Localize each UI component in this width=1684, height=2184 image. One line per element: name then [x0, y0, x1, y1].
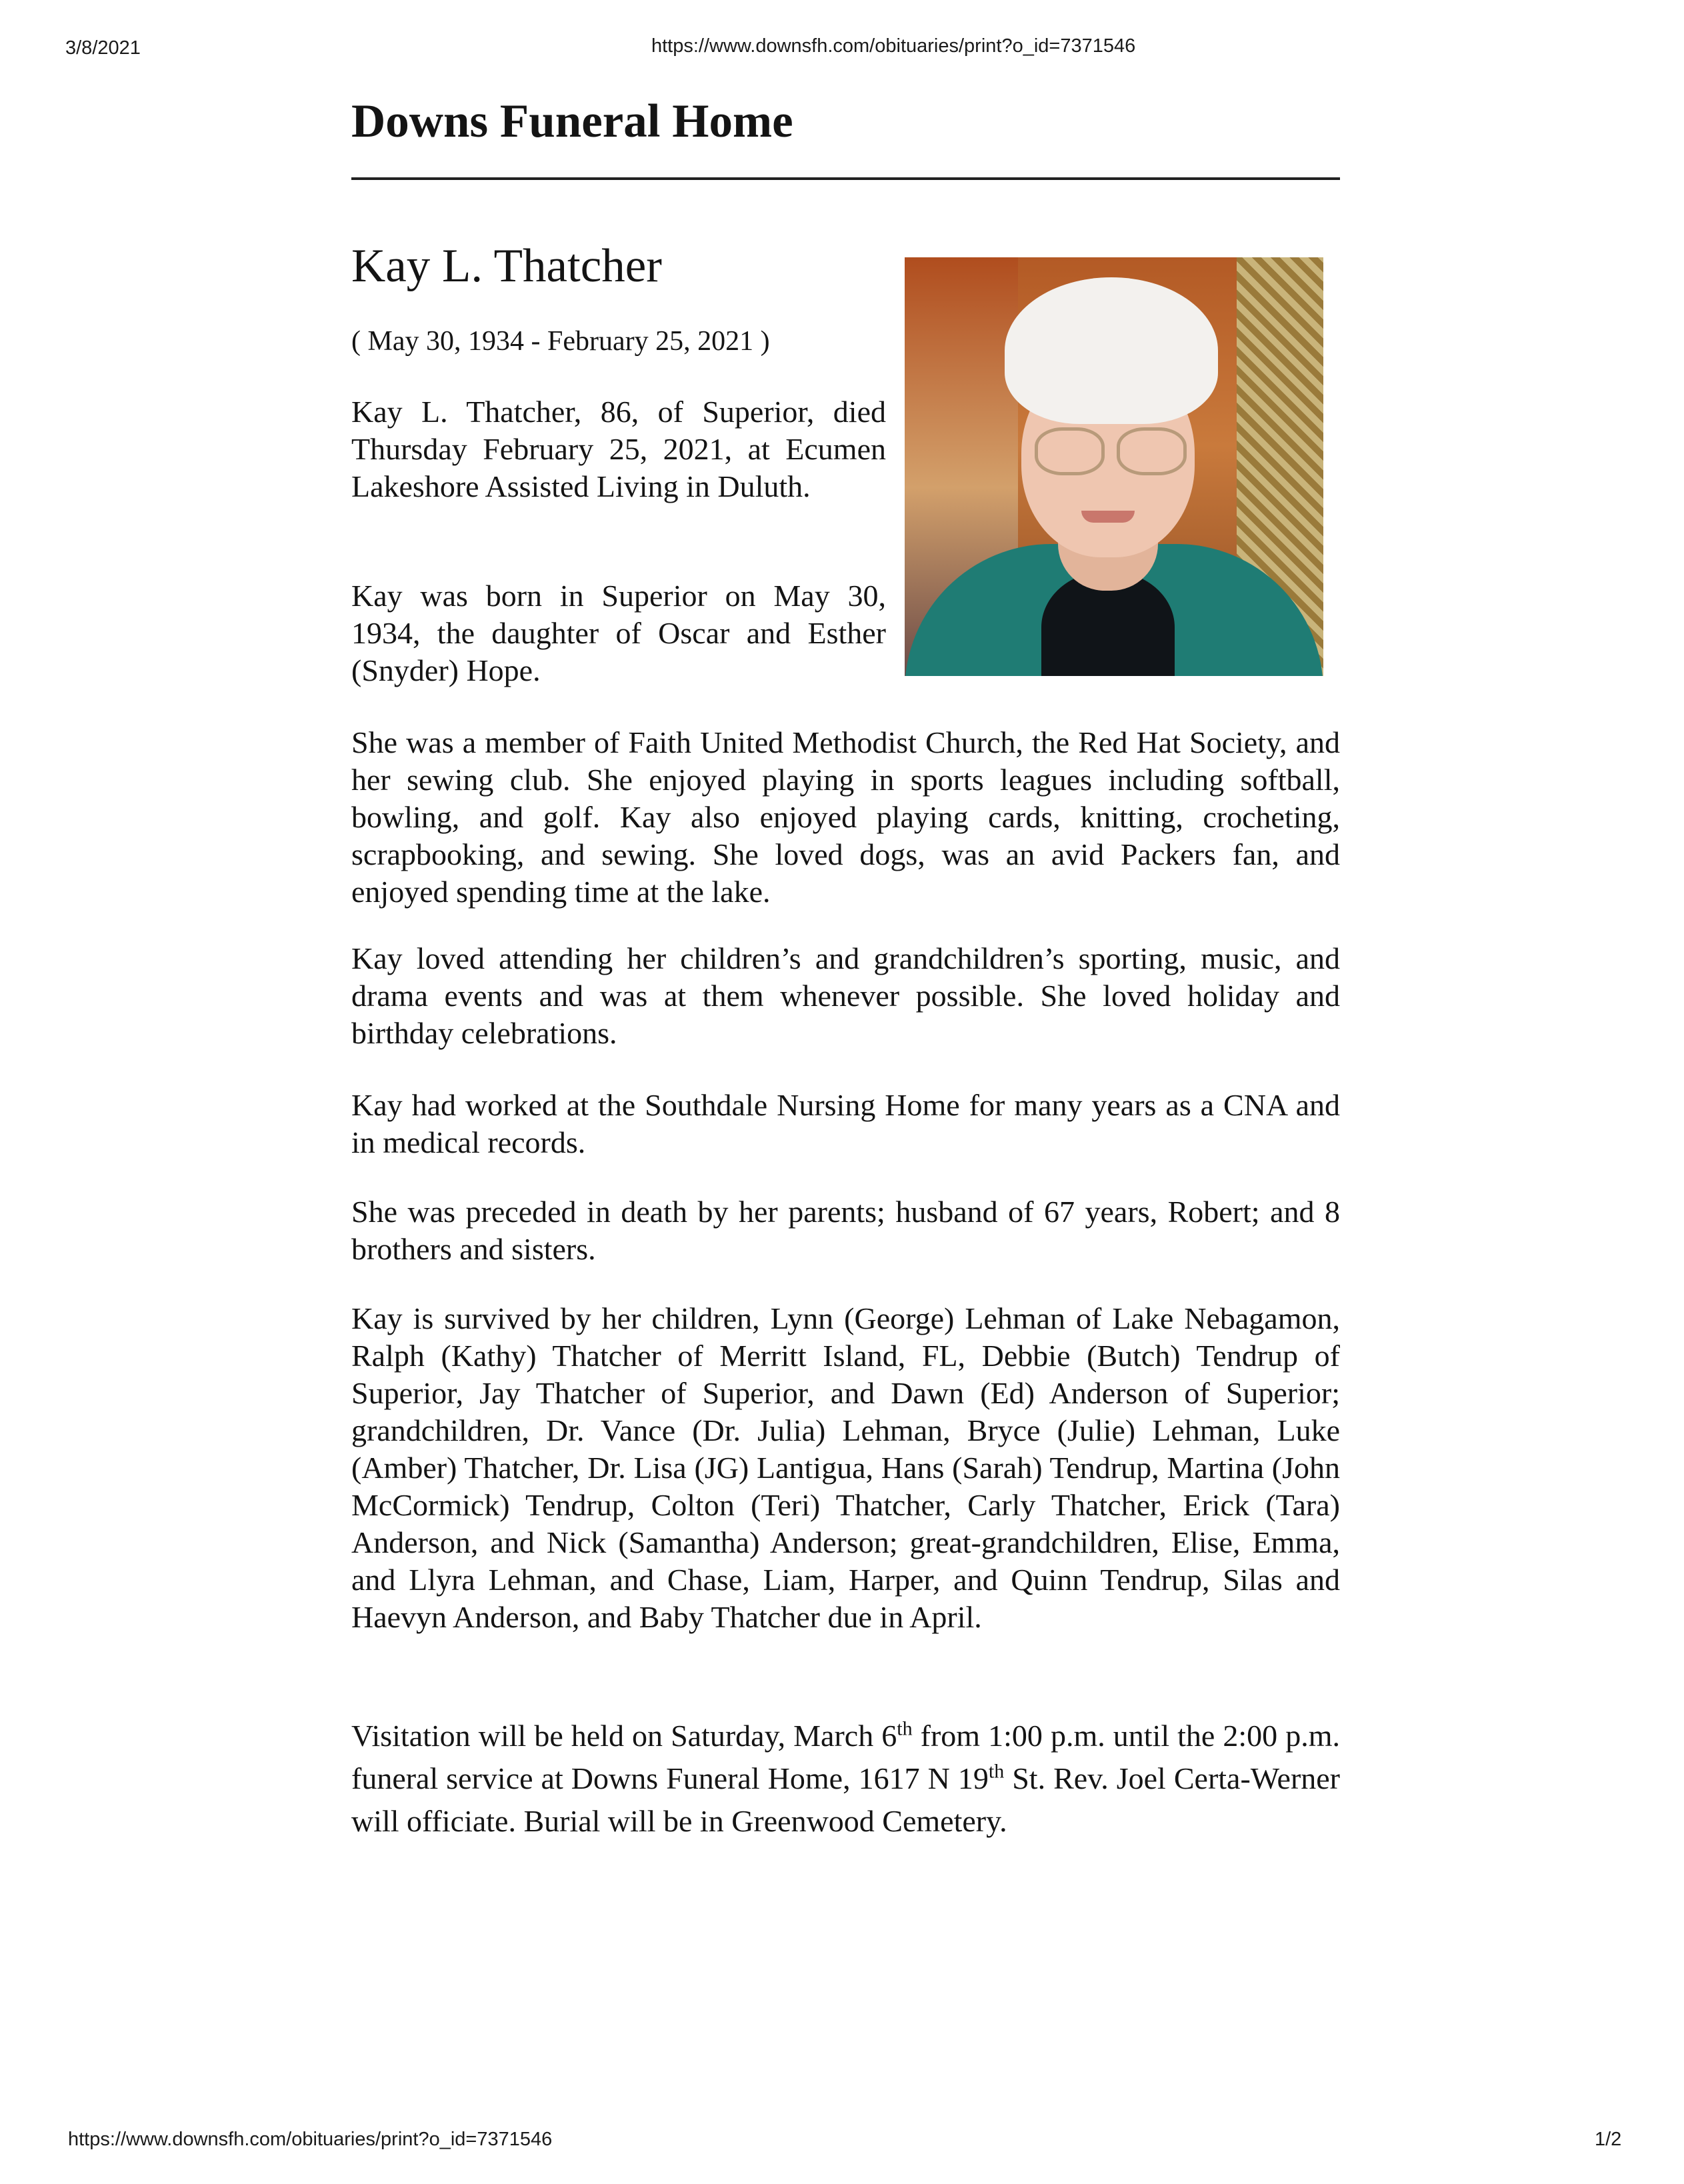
print-date: 3/8/2021 [65, 37, 141, 59]
page-number: 1/2 [1595, 2129, 1622, 2150]
obituary-paragraph: Kay had worked at the Southdale Nursing Home for many years as a CNA and in medical records. [351, 1088, 1340, 1159]
obituary-paragraph: Kay L. Thatcher, 86, of Superior, died Thursday February 25, 2021, at Ecumen Lakeshore Assisted Living in Duluth. [351, 395, 886, 503]
life-dates: ( May 30, 1934 - February 25, 2021 ) [351, 326, 770, 357]
obituary-paragraph: Kay is survived by her children, Lynn (George) Lehman of Lake Nebagamon, Ralph (Kathy) Thatcher of Merritt Island, FL, Debbie (Butch) Tendrup of Superior, Jay Thatcher of Superior, and Dawn (Ed) Anderson of Superior; grandchildren, Dr. Vance (Dr. Julia) Lehman, Bryce (Julie) Lehman, Luke (Amber) Thatcher, Dr. Lisa (JG) Lantigua, Hans (Sarah) Tendrup, Martina (John McCormick) Tendrup, Colton (Teri) Thatcher, Carly Thatcher, Erick (Tara) Anderson, and Nick (Samantha) Anderson; great-grandchildren, Elise, Emma, and Llyra Lehman, and Chase, Liam, Harper, and Quinn Tendrup, Silas and Haevyn Anderson, and Baby Thatcher due in April. [351, 1301, 1340, 1634]
obituary-paragraph: Kay was born in Superior on May 30, 1934, the daughter of Oscar and Esther (Snyder) Hope. [351, 579, 886, 687]
site-title: Downs Funeral Home [351, 95, 793, 147]
deceased-name: Kay L. Thatcher [351, 240, 662, 292]
portrait-photo [905, 257, 1323, 676]
obituary-paragraph: She was a member of Faith United Methodist Church, the Red Hat Society, and her sewing club. She enjoyed playing in sports leagues including softball, bowling, and golf. Kay also enjoyed playing cards, knitting, crocheting, scrapbooking, and sewing. She loved dogs, was an avid Packers fan, and enjoyed spending time at the lake. [351, 725, 1340, 909]
print-url-header: https://www.downsfh.com/obituaries/print?o_id=7371546 [651, 35, 1136, 57]
obituary-paragraph: She was preceded in death by her parents; husband of 67 years, Robert; and 8 brothers and sisters. [351, 1195, 1340, 1266]
visitation-paragraph: Visitation will be held on Saturday, March 6th from 1:00 p.m. until the 2:00 p.m. funeral service at Downs Funeral Home, 1617 N 19th St. Rev. Joel Certa-Werner will officiate. Burial will be in Greenwood Cemetery. [351, 1717, 1341, 1838]
print-url-footer: https://www.downsfh.com/obituaries/print?o_id=7371546 [68, 2129, 553, 2150]
title-divider [351, 177, 1340, 180]
obituary-paragraph: Kay loved attending her children’s and grandchildren’s sporting, music, and drama events and was at them whenever possible. She loved holiday and birthday celebrations. [351, 941, 1340, 1050]
